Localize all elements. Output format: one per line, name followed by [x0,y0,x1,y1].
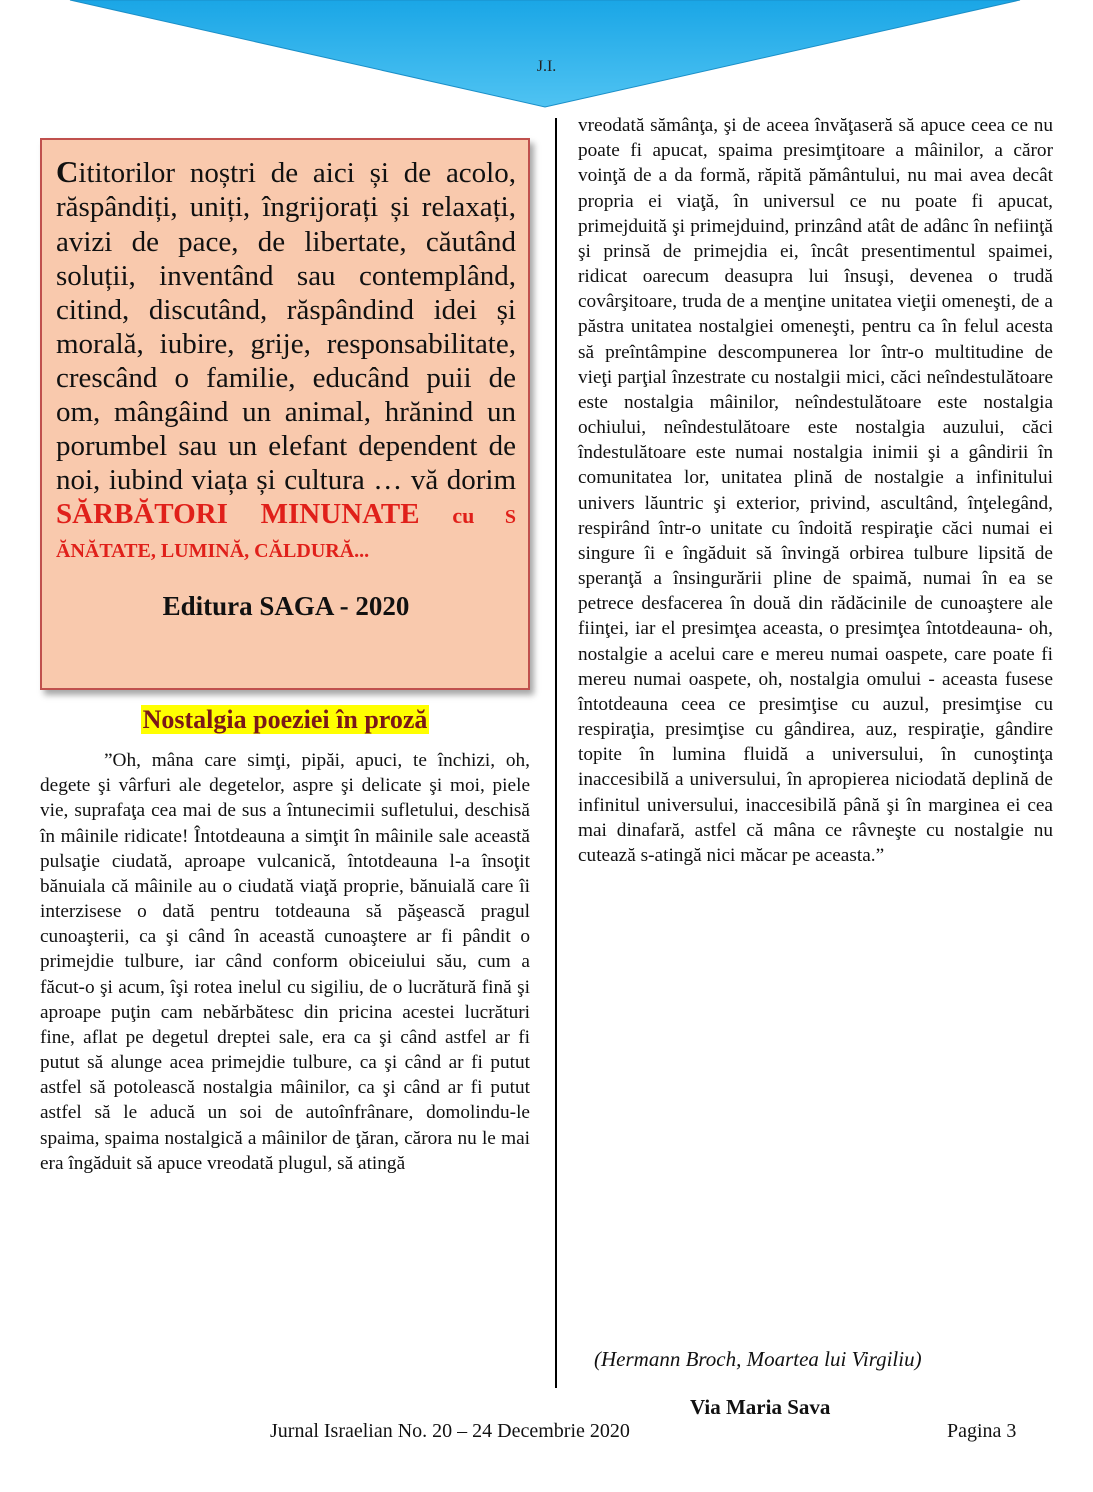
quote-source: (Hermann Broch, Moartea lui Virgiliu) [594,1347,922,1371]
greeting-drop-letter: C [56,154,79,189]
greeting-body: ititorilor noștri de aici și de acolo, răspândiți, uniți, îngrijorați și relaxați, avizi de pace, de libertate, căutând soluții, inventând sau contemplând, citind, discutând, răspândind idei și morală, iubire, grije, responsabilitate, crescând o familie, educând puii de om, mângâind un animal, hrănind un porumbel sau un elefant dependent de noi, iubind viața și cultura … vă dorim [56,157,516,497]
header-banner [0,0,1093,110]
header-initials: J.I. [536,58,557,75]
footer-page-number: Pagina 3 [947,1420,1017,1442]
footer-publication: Jurnal Israelian No. 20 – 24 Decembrie 2020 [270,1420,630,1442]
greeting-publisher: Editura SAGA - 2020 [162,591,410,622]
article-left-column [40,748,530,1176]
greeting-highlight-cu: cu [452,503,475,529]
greeting-highlight-rest: S ĂNĂTATE, LUMINĂ, CĂLDURĂ... [56,506,516,563]
article-title: Nostalgia poeziei în proză [142,705,428,734]
article-title-wrap [40,705,530,735]
greeting-highlight-title: SĂRBĂTORI MINUNATE [56,498,420,531]
greeting-text [56,154,516,565]
article-right-text: vreodată sămânţa, şi de aceea învăţaseră să apuce ceea ce nu poate fi apucat, spaima presimţitoare a mâinilor, a căror voinţă de a da formă, răpită pământului, nu mai avea decât propria ei viaţă, în universul ce nu poate fi apucat, primejduită şi primejduind, prinzând atât de adânc în nefiinţă şi prinsă de primejdia ei, încât presentimentul spaimei, ridicat oarecum deasupra lui însuşi, devenea o trudă covârşitoare, truda de a menţine unitatea vieţii omeneşti, de a păstra unitatea nostalgiei omeneşti, pentru ca în felul acesta să preîntâmpine descompunerea lor într-o multitudine de vieţi parţial înzestrate cu nostalgii mici, căci neîndestulătoare este nostalgia mâinilor, neîndestulătoare este nostalgia ochiului, neîndestulătoare este nostalgia auzului, căci îndestulătoare este numai nostalgia inimii şi a gândirii în comunitatea lor, unitatea plină de nostalgie a infinitului univers lăuntric şi exterior, privind, ascultând, înţelegând, respirând într-o unitate cu îndoită respiraţie căci numai ei singure îi e îngăduit să învingă orbirea tulbure lipsită de speranţă a însingurării pline de spaimă, numai în ea se petrece desfacerea în două din rădăcinile de cunoaştere ale fiinţei, iar el presimţea aceasta, o presimţea întotdeauna- oh, nostalgie a acelui care e mereu numai oaspete, care poate fi mereu numai oaspete, oh, nostalgia omului - aceasta fusese întotdeauna ceea ce presimţise cu auzul, presimţise cu respiraţia, presimţise cu gândirea, auz, respiraţie, gândire topite în lumina fluidă a universului, în cunoştinţa inaccesibilă a universului, în apropierea niciodată deplină de infinitul universului, inaccesibilă până şi în marginea ei cea mai dinafară, astfel că mâna ce râvneşte cu nostalgie nu cutează s-atingă nici măcar pe aceasta.” [578,115,1053,866]
column-divider [555,118,557,1388]
article-left-text: ”Oh, mâna care simţi, pipăi, apuci, te închizi, oh, degete şi vârfuri ale degetelor, aspre şi delicate şi moi, piele vie, suprafaţa cea mai de sus a întunecimii sufletului, deschisă în mâinile ridicate! Întotdeauna a simţit în mâinile sale această pulsaţie ciudată, aproape vulcanică, întotdeauna l-a însoţit bănuiala că mâinile au o ciudată viaţă proprie, bănuială care îi interzisese o dată pentru totdeauna să păşească pragul cunoaşterii, ca şi când în această cunoaştere ar fi pândit o primejdie tulbure, iar când conform obiceiului său, cum a făcut-o şi acum, îşi rotea inelul cu sigiliu, de o lucrătură fină şi aproape puţin cam nebărbătesc din pricina acestei lucrături fine, aflat pe degetul dreptei sale, era ca şi când astfel ar fi putut să alunge acea primejdie tulbure, ca şi când ar fi putut astfel să potolească nostalgia mâinilor, ca şi când ar fi putut astfel să le aducă un soi de autoînfrânare, domolindu-le spaima, spaima nostalgică a mâinilor de ţăran, cărora nu le mai era îngăduit să apuce vreodată plugul, să atingă [40,750,530,1174]
article-via: Via Maria Sava [690,1395,831,1419]
article-right-column [578,113,1053,868]
greeting-box [40,138,530,690]
